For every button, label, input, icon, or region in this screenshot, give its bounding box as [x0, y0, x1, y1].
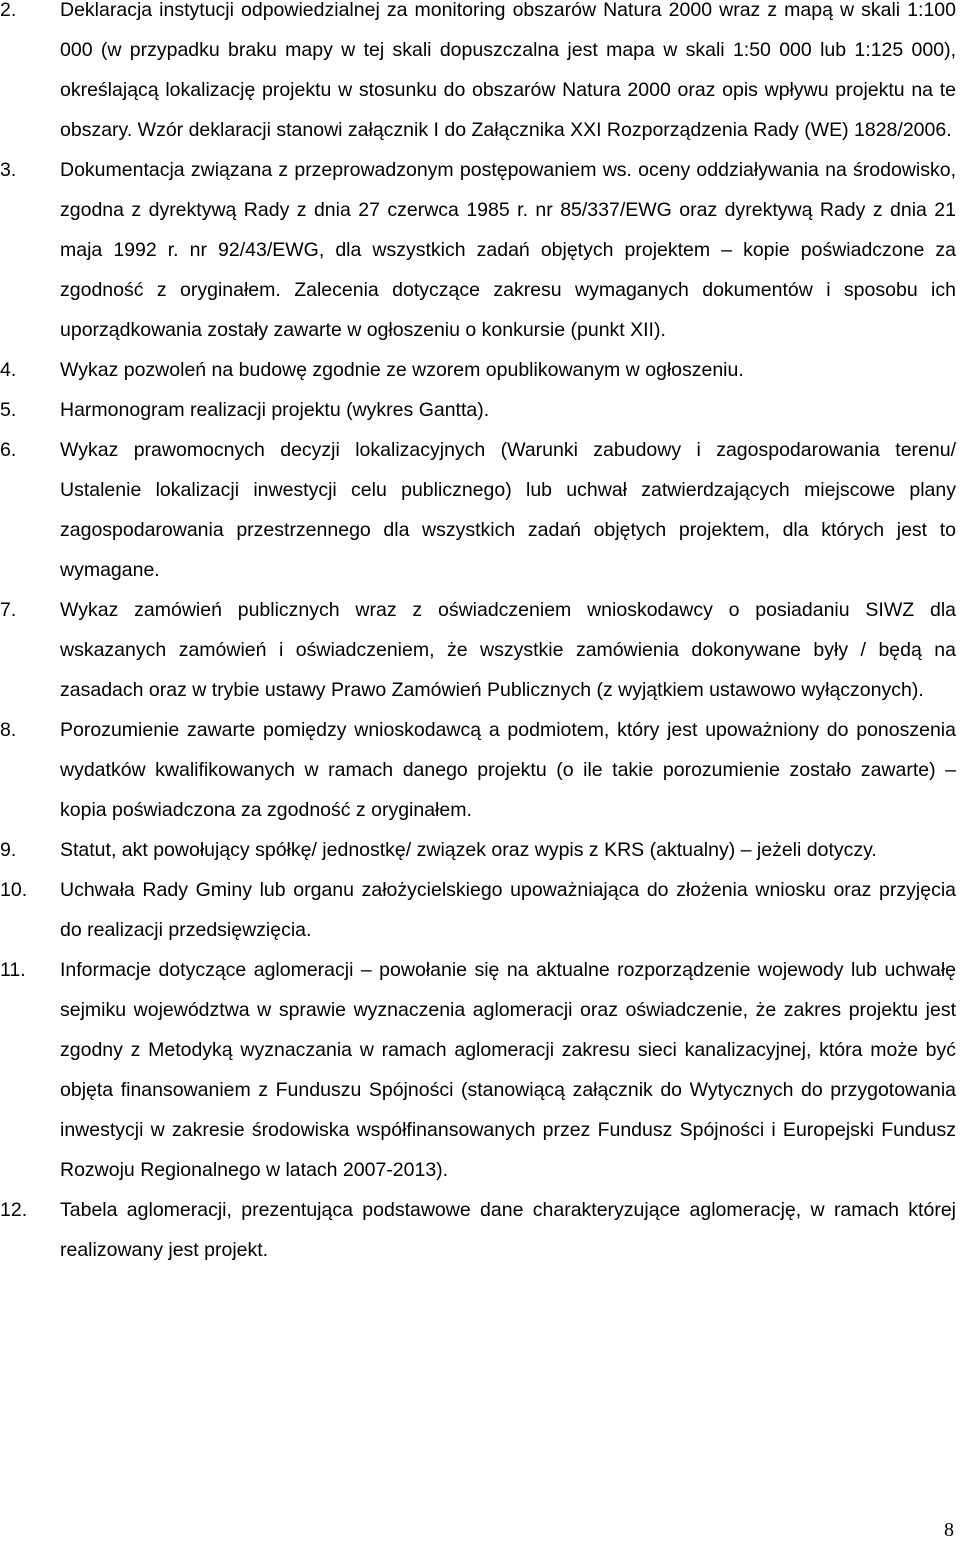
page-number: 8	[944, 1519, 954, 1541]
list-item-text: Wykaz pozwoleń na budowę zgodnie ze wzorem opublikowanym w ogłoszeniu.	[60, 359, 744, 381]
list-item-7	[0, 590, 956, 710]
list-item-9	[0, 830, 956, 870]
list-item-number: 5.	[0, 399, 17, 421]
list-item-number: 9.	[0, 839, 17, 861]
list-item-4	[0, 350, 956, 390]
list-item-number: 2.	[0, 0, 17, 21]
list-item-11	[0, 950, 956, 1190]
list-item-number: 6.	[0, 439, 17, 461]
list-item-text: Porozumienie zawarte pomiędzy wnioskodawcą a podmiotem, który jest upoważniony do ponoszenia wydatków kwalifikowanych w ramach danego projektu (o ile takie porozumienie zostało zawarte) – kopia poświadczona za zgodność z oryginałem.	[60, 719, 956, 821]
list-item-10	[0, 870, 956, 950]
list-item-number: 12.	[0, 1199, 28, 1221]
list-item-8	[0, 710, 956, 830]
list-item-12	[0, 1190, 956, 1270]
list-item-number: 8.	[0, 719, 17, 741]
list-item-2	[0, 0, 956, 150]
list-item-number: 4.	[0, 359, 17, 381]
list-item-3	[0, 150, 956, 350]
list-item-number: 7.	[0, 599, 17, 621]
list-item-number: 11.	[0, 959, 26, 981]
list-item-text: Harmonogram realizacji projektu (wykres Gantta).	[60, 399, 490, 421]
list-item-text: Wykaz prawomocnych decyzji lokalizacyjnych (Warunki zabudowy i zagospodarowania terenu/ Ustalenie lokalizacji inwestycji celu publicznego) lub uchwał zatwierdzających miejscowe plany zagospodarowania przestrzennego dla wszystkich zadań objętych projektem, dla których jest to wymagane.	[60, 439, 956, 581]
list-item-number: 3.	[0, 159, 17, 181]
list-item-5	[0, 390, 956, 430]
list-item-text: Statut, akt powołujący spółkę/ jednostkę/ związek oraz wypis z KRS (aktualny) – jeżeli dotyczy.	[60, 839, 877, 861]
list-item-text: Tabela aglomeracji, prezentująca podstawowe dane charakteryzujące aglomerację, w ramach której realizowany jest projekt.	[60, 1199, 956, 1261]
list-item-6	[0, 430, 956, 590]
list-item-text: Dokumentacja związana z przeprowadzonym postępowaniem ws. oceny oddziaływania na środowisko, zgodna z dyrektywą Rady z dnia 27 czerwca 1985 r. nr 85/337/EWG oraz dyrektywą Rady z dnia 21 maja 1992 r. nr 92/43/EWG, dla wszystkich zadań objętych projektem – kopie poświadczone za zgodność z oryginałem. Zalecenia dotyczące zakresu wymaganych dokumentów i sposobu ich uporządkowania zostały zawarte w ogłoszeniu o konkursie (punkt XII).	[60, 159, 956, 341]
list-item-number: 10.	[0, 879, 28, 901]
list-item-text: Uchwała Rady Gminy lub organu założycielskiego upoważniająca do złożenia wniosku oraz przyjęcia do realizacji przedsięwzięcia.	[60, 879, 956, 941]
list-item-text: Informacje dotyczące aglomeracji – powołanie się na aktualne rozporządzenie wojewody lub uchwałę sejmiku województwa w sprawie wyznaczenia aglomeracji oraz oświadczenie, że zakres projektu jest zgodny z Metodyką wyznaczania w ramach aglomeracji zakresu sieci kanalizacyjnej, która może być objęta finansowaniem z Funduszu Spójności (stanowiącą załącznik do Wytycznych do przygotowania inwestycji w zakresie środowiska współfinansowanych przez Fundusz Spójności i Europejski Fundusz Rozwoju Regionalnego w latach 2007-2013).	[60, 959, 956, 1181]
list-item-text: Wykaz zamówień publicznych wraz z oświadczeniem wnioskodawcy o posiadaniu SIWZ dla wskazanych zamówień i oświadczeniem, że wszystkie zamówienia dokonywane były / będą na zasadach oraz w trybie ustawy Prawo Zamówień Publicznych (z wyjątkiem ustawowo wyłączonych).	[60, 599, 956, 701]
list-item-text: Deklaracja instytucji odpowiedzialnej za monitoring obszarów Natura 2000 wraz z mapą w skali 1:100 000 (w przypadku braku mapy w tej skali dopuszczalna jest mapa w skali 1:50 000 lub 1:125 000), określającą lokalizację projektu w stosunku do obszarów Natura 2000 oraz opis wpływu projektu na te obszary. Wzór deklaracji stanowi załącznik I do Załącznika XXI Rozporządzenia Rady (WE) 1828/2006.	[60, 0, 956, 141]
